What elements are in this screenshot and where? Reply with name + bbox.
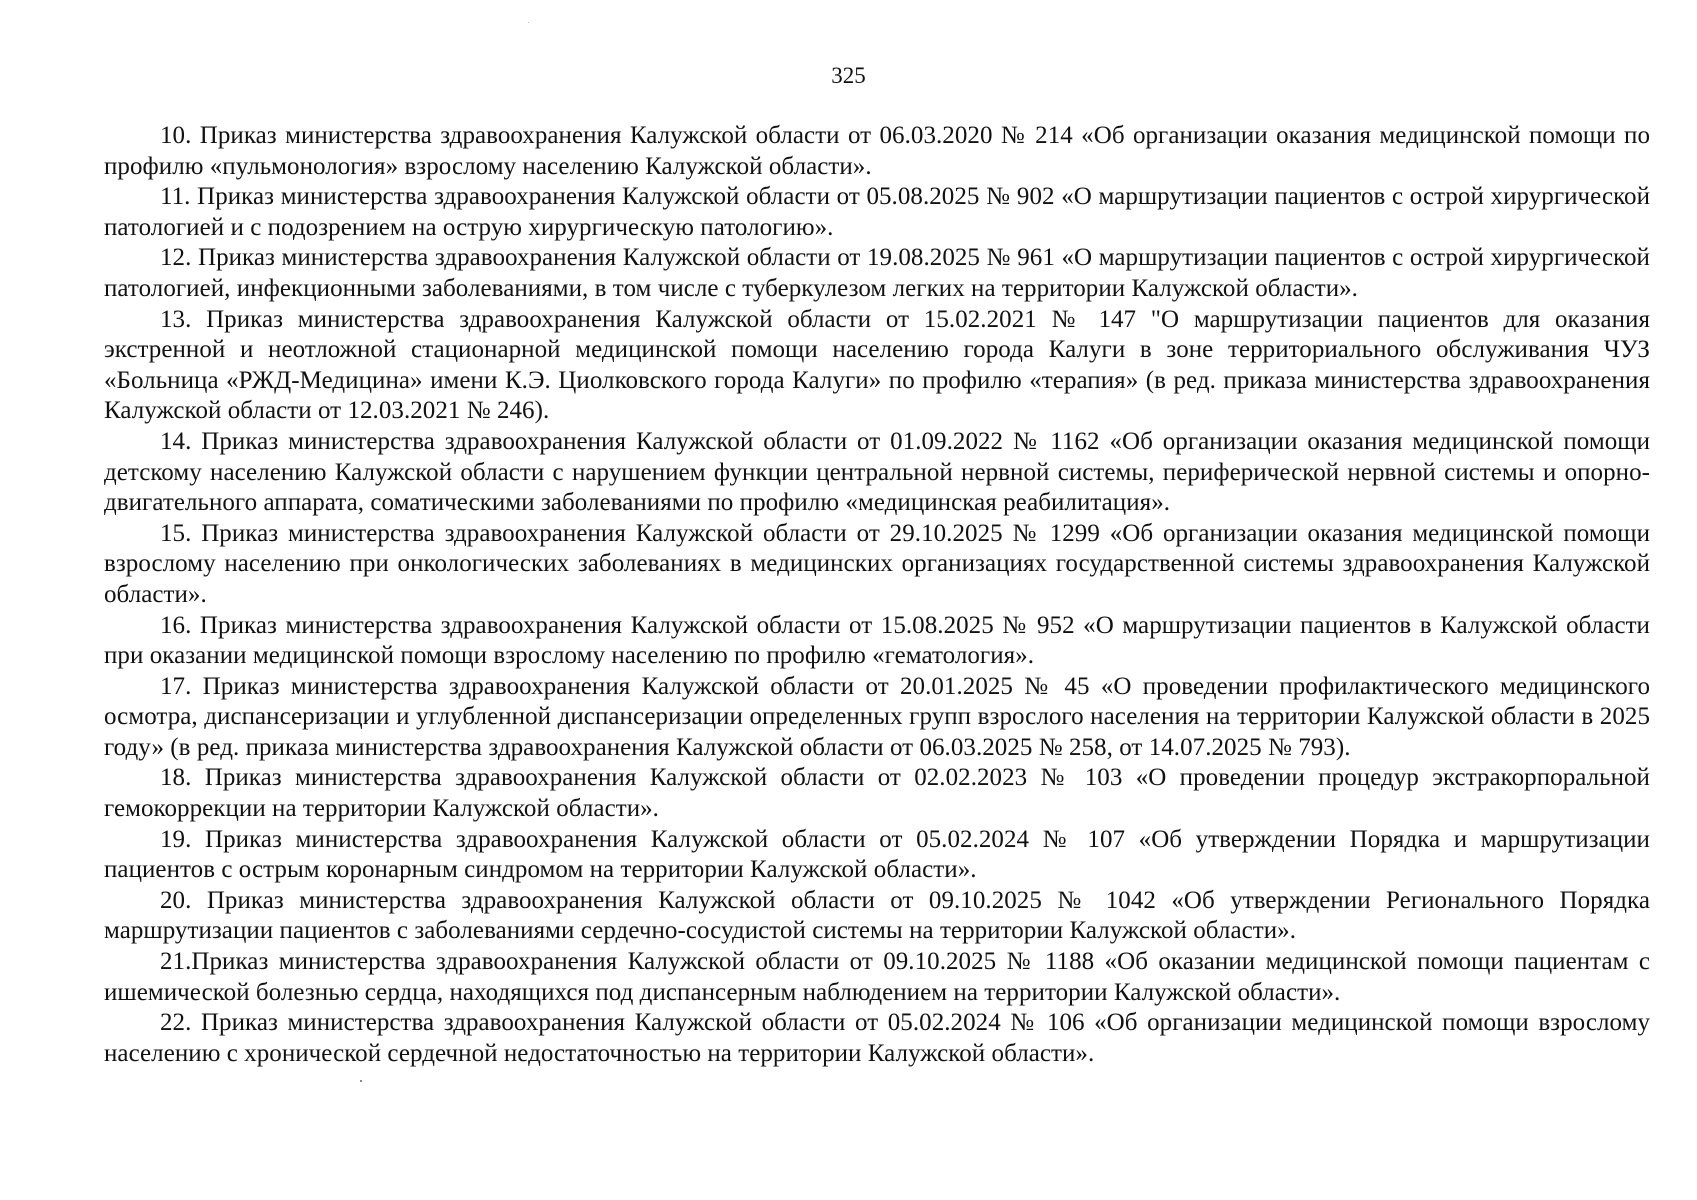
list-item-17: 17. Приказ министерства здравоохранения Калужской области от 20.01.2025 № 45 «О проведении профилактического медицинского осмотра, диспансеризации и углубленной диспансеризации определенных групп взрослого населения на территории Калужской области в 2025 году» (в ред. приказа министерства здравоохранения Калужской области от 06.03.2025 № 258, от 14.07.2025 № 793). — [104, 672, 1650, 761]
list-item-15: 15. Приказ министерства здравоохранения Калужской области от 29.10.2025 № 1299 «Об организации оказания медицинской помощи взрослому населению при онкологических заболеваниях в медицинских организациях государственной системы здравоохранения Калужской области». — [104, 519, 1650, 608]
scan-mark — [528, 22, 529, 23]
list-item-14: 14. Приказ министерства здравоохранения Калужской области от 01.09.2022 № 1162 «Об организации оказания медицинской помощи детскому населению Калужской области с нарушением функции центральной нервной системы, периферической нервной системы и опорно-двигательного аппарата, соматическими заболеваниями по профилю «медицинская реабилитация». — [104, 427, 1650, 517]
list-item-12: 12. Приказ министерства здравоохранения Калужской области от 19.08.2025 № 961 «О маршрутизации пациентов с острой хирургической патологией, инфекционными заболеваниями, в том числе с туберкулезом легких на территории Калужской области». — [104, 244, 1650, 302]
document-body — [104, 121, 1650, 1069]
list-item-10: 10. Приказ министерства здравоохранения Калужской области от 06.03.2020 № 214 «Об организации оказания медицинской помощи по профилю «пульмонология» взрослому населению Калужской области». — [104, 122, 1650, 180]
list-item-22: 22. Приказ министерства здравоохранения Калужской области от 05.02.2024 № 106 «Об организации медицинской помощи взрослому населению с хронической сердечной недостаточностью на территории Калужской области». — [104, 1009, 1650, 1067]
list-item-11: 11. Приказ министерства здравоохранения Калужской области от 05.08.2025 № 902 «О маршрутизации пациентов с острой хирургической патологией и с подозрением на острую хирургическую патологию». — [104, 183, 1650, 241]
list-item-21: 21.Приказ министерства здравоохранения Калужской области от 09.10.2025 № 1188 «Об оказании медицинской помощи пациентам с ишемической болезнью сердца, находящихся под диспансерным наблюдением на территории Калужской области». — [104, 948, 1650, 1006]
scan-dot — [360, 1080, 362, 1082]
page-number: 325 — [831, 63, 866, 88]
list-item-16: 16. Приказ министерства здравоохранения Калужской области от 15.08.2025 № 952 «О маршрутизации пациентов в Калужской области при оказании медицинской помощи взрослому населению по профилю «гематология». — [104, 611, 1650, 670]
list-item-19: 19. Приказ министерства здравоохранения Калужской области от 05.02.2024 № 107 «Об утверждении Порядка и маршрутизации пациентов с острым коронарным синдромом на территории Калужской области». — [104, 825, 1650, 884]
list-item-18: 18. Приказ министерства здравоохранения Калужской области от 02.02.2023 № 103 «О проведении процедур экстракорпоральной гемокоррекции на территории Калужской области». — [104, 764, 1650, 823]
list-item-13: 13. Приказ министерства здравоохранения Калужской области от 15.02.2021 № 147 "О маршрутизации пациентов для оказания экстренной и неотложной стационарной медицинской помощи населению города Калуги в зоне территориального обслуживания ЧУЗ «Больница «РЖД-Медицина» имени К.Э. Циолковского города Калуги» по профилю «терапия» (в ред. приказа министерства здравоохранения Калужской области от 12.03.2021 № 246). — [104, 305, 1650, 425]
list-item-20: 20. Приказ министерства здравоохранения Калужской области от 09.10.2025 № 1042 «Об утверждении Регионального Порядка маршрутизации пациентов с заболеваниями сердечно-сосудистой системы на территории Калужской области». — [104, 886, 1650, 945]
